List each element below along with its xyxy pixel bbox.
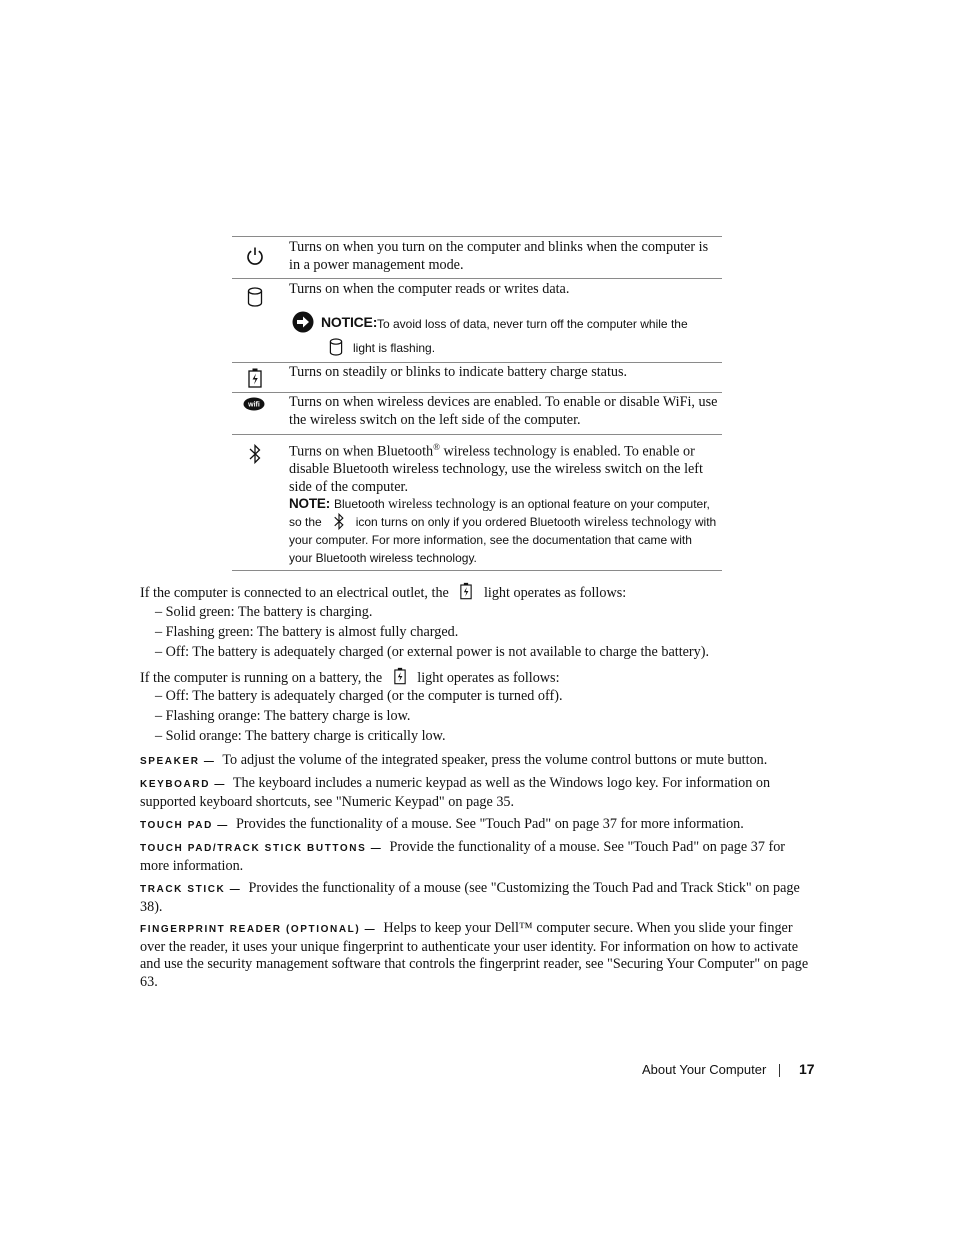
table-row [232,236,722,278]
page-number: 17 [799,1061,815,1077]
table-row [232,434,722,571]
bluetooth-icon [248,443,262,465]
footer-section-title: About Your Computer [642,1062,767,1077]
hard-drive-icon [329,338,343,356]
bluetooth-icon [326,516,352,528]
power-icon [245,246,265,266]
led-indicator-table [232,236,722,571]
table-row [232,362,722,392]
definition-touch-pad-buttons: TOUCH PAD/TRACK STICK BUTTONS — Provide the functionality of a mouse. See "Touch Pad" on page 37 for more information. [140,839,786,874]
definition-keyboard: KEYBOARD — The keyboard includes a numeric keypad as well as the Windows logo key. For information on supported keyboard shortcuts, see "Numeric Keypad" on page 35. [140,775,771,810]
list-item: – Solid orange: The battery charge is critically low. [155,728,446,744]
row-description: Turns on steadily or blinks to indicate battery charge status. [289,364,628,380]
table-row [232,278,722,362]
definition-touch-pad: TOUCH PAD — Provides the functionality of a mouse. See "Touch Pad" on page 37 for more information. [140,816,744,832]
outlet-intro: If the computer is connected to an electrical outlet, the light operates as follows: [140,583,626,603]
battery-icon [452,583,480,597]
row-description: Turns on when the computer reads or writes data. [289,281,570,297]
row-description: Turns on when wireless devices are enabled. To enable or disable WiFi, use the wireless switch on the left side of the computer. [289,394,718,428]
wifi-icon [243,397,265,411]
battery-icon [248,368,262,388]
list-item: – Off: The battery is adequately charged (or the computer is turned off). [155,688,563,704]
hard-drive-icon [247,287,263,307]
definition-track-stick: TRACK STICK — Provides the functionality of a mouse (see "Customizing the Touch Pad and Track Stick" on page 38). [140,880,800,915]
bluetooth-note: NOTE: Bluetooth wireless technology is an optional feature on your computer, so the icon turns on only if you ordered Bluetooth wireless technology with your computer. For more information, see the documentation that came with your Bluetooth wireless technology. [289,496,717,565]
footer-divider [779,1064,780,1077]
row-description: Turns on when Bluetooth® wireless technology is enabled. To enable or disable Bluetooth wireless technology, use the wireless switch on the left side of the computer. [289,442,703,495]
table-row [232,392,722,434]
list-item: – Solid green: The battery is charging. [155,604,373,620]
svg-text:wifi: wifi [248,401,260,409]
notice-label: NOTICE: [321,314,378,330]
list-item: – Off: The battery is adequately charged (or external power is not available to charge the battery). [155,644,710,660]
definition-fingerprint-reader: FINGERPRINT READER (OPTIONAL) — Helps to keep your Dell™ computer secure. When you slide your finger over the reader, it uses your unique fingerprint to authenticate your user identity. For information on how to activate and use the security management software that controls the fingerprint reader, see "Securing Your Computer" on page 63. [140,920,809,990]
battery-intro: If the computer is running on a battery, the light operates as follows: [140,668,560,688]
list-item: – Flashing green: The battery is almost fully charged. [155,624,459,640]
notice-text-continued: light is flashing. [353,341,436,355]
note-label: NOTE: [289,496,330,511]
notice-text: To avoid loss of data, never turn off the computer while the [377,317,688,331]
battery-icon [386,668,414,682]
list-item: – Flashing orange: The battery charge is low. [155,708,411,724]
row-description: Turns on when you turn on the computer and blinks when the computer is in a power management mode. [289,239,709,273]
definition-speaker: SPEAKER — To adjust the volume of the integrated speaker, press the volume control buttons or mute button. [140,752,768,768]
notice-icon [292,311,314,333]
